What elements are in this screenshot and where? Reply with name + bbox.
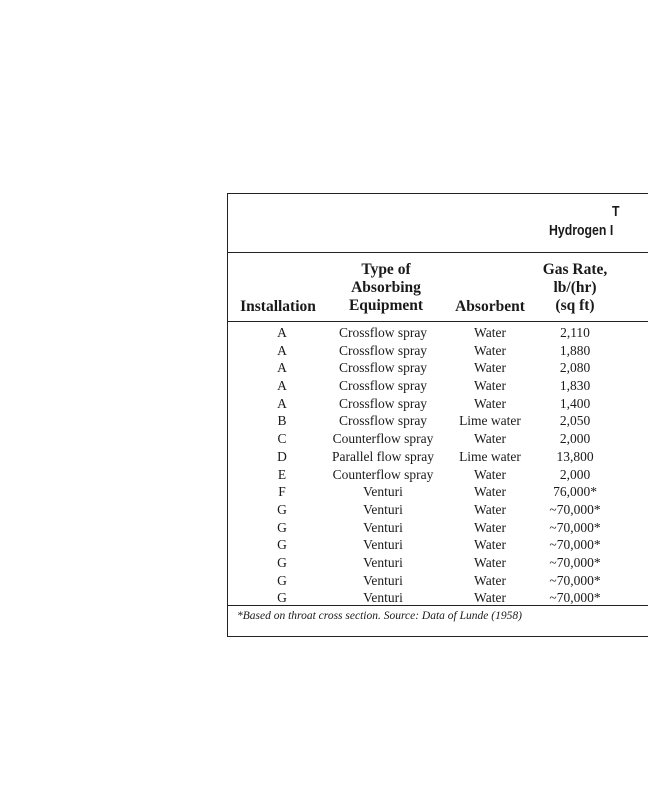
table-body [228,324,648,607]
cell-equipment-type: Venturi [363,537,403,553]
cell-absorbent: Water [474,501,506,517]
table-row [228,324,648,342]
cell-gas-rate: ~70,000* [549,590,601,606]
cell-gas-rate: 2,000 [559,431,591,447]
cell-equipment-type: Venturi [363,554,403,570]
cell-absorbent: Water [474,431,506,447]
header-absorbent [450,298,530,316]
data-table [227,193,648,637]
header-divider [228,321,648,322]
cell-equipment-type: Venturi [363,572,403,588]
cell-gas-rate: 2,080 [559,360,591,376]
table-row [228,448,648,466]
footnote-divider [228,605,648,606]
table-row [228,412,648,430]
cell-absorbent: Lime water [459,413,521,429]
cell-equipment-type: Venturi [363,484,403,500]
table-row [228,430,648,448]
cell-absorbent: Water [474,554,506,570]
cell-equipment-type: Crossflow spray [338,360,428,376]
table-row [228,395,648,413]
header-installation [234,298,322,316]
cell-gas-rate: 2,000 [559,466,591,482]
header-installation-text: Installation [240,298,316,315]
title-divider [228,252,648,253]
table-row [228,519,648,537]
cell-installation: B [277,413,287,429]
cell-equipment-type: Crossflow spray [338,413,428,429]
cell-equipment-type: Counterflow spray [332,466,434,482]
cell-equipment-type: Crossflow spray [338,378,428,394]
header-absorbent-text: Absorbent [455,298,525,315]
cell-installation: D [277,448,287,464]
table-row [228,342,648,360]
cell-installation: A [277,378,287,394]
header-gas-rate [534,261,616,315]
cell-installation: G [277,590,287,606]
cell-absorbent: Water [474,378,506,394]
table-row [228,554,648,572]
cell-gas-rate: 2,050 [559,413,591,429]
table-row [228,466,648,484]
cell-absorbent: Water [474,342,506,358]
header-gas-line-2: lb/(hr) [553,279,597,296]
cell-equipment-type: Parallel flow spray [332,448,434,464]
cell-equipment-type: Crossflow spray [338,395,428,411]
cell-gas-rate: 2,110 [560,325,590,340]
header-type-line-1: Type of [361,261,411,278]
cell-gas-rate: ~70,000* [549,537,601,553]
cell-installation: C [277,431,287,447]
cell-gas-rate: 13,800 [556,448,594,464]
cell-absorbent: Water [474,519,506,535]
cell-absorbent: Water [474,537,506,553]
cell-equipment-type: Crossflow spray [338,342,428,358]
table-title-line-2: Hydrogen I [549,222,614,239]
table-row [228,501,648,519]
cell-gas-rate: 1,880 [559,342,591,358]
table-row [228,359,648,377]
cell-absorbent: Lime water [459,448,521,464]
cell-absorbent: Water [474,572,506,588]
cell-absorbent: Water [474,466,506,482]
cell-absorbent: Water [474,484,506,500]
cell-gas-rate: 76,000* [553,484,597,500]
cell-equipment-type: Venturi [363,501,403,517]
cell-equipment-type: Venturi [363,519,403,535]
cell-gas-rate: 1,830 [559,378,591,394]
cell-installation: A [277,325,287,340]
header-type-line-3: Equipment [348,297,424,314]
table-row [228,572,648,590]
header-gas-line-3: (sq ft) [555,297,595,314]
table-title-line-1: T [612,203,620,220]
table-row [228,483,648,501]
table-row [228,377,648,395]
cell-installation: G [277,537,287,553]
cell-gas-rate: ~70,000* [549,572,601,588]
cell-equipment-type: Venturi [363,590,403,606]
cell-gas-rate: 1,400 [559,395,591,411]
cell-installation: A [277,342,287,358]
cell-installation: G [277,519,287,535]
header-type-line-2: Absorbing [351,279,421,296]
cell-absorbent: Water [474,395,506,411]
table-row [228,536,648,554]
cell-gas-rate: ~70,000* [549,501,601,517]
cell-installation: A [277,360,287,376]
table-footnote: *Based on throat cross section. Source: Data of Lunde (1958) [237,610,522,622]
cell-absorbent: Water [474,325,506,340]
cell-installation: G [277,554,287,570]
cell-absorbent: Water [474,590,506,606]
cell-equipment-type: Crossflow spray [338,325,428,340]
cell-installation: G [277,501,287,517]
cell-installation: E [277,466,287,482]
cell-absorbent: Water [474,360,506,376]
header-gas-line-1: Gas Rate, [542,261,608,278]
cell-gas-rate: ~70,000* [549,519,601,535]
cell-installation: A [277,395,287,411]
cell-equipment-type: Counterflow spray [332,431,434,447]
cell-installation: G [277,572,287,588]
cell-installation: F [278,484,286,500]
header-type-of-equipment [326,261,446,315]
cell-gas-rate: ~70,000* [549,554,601,570]
